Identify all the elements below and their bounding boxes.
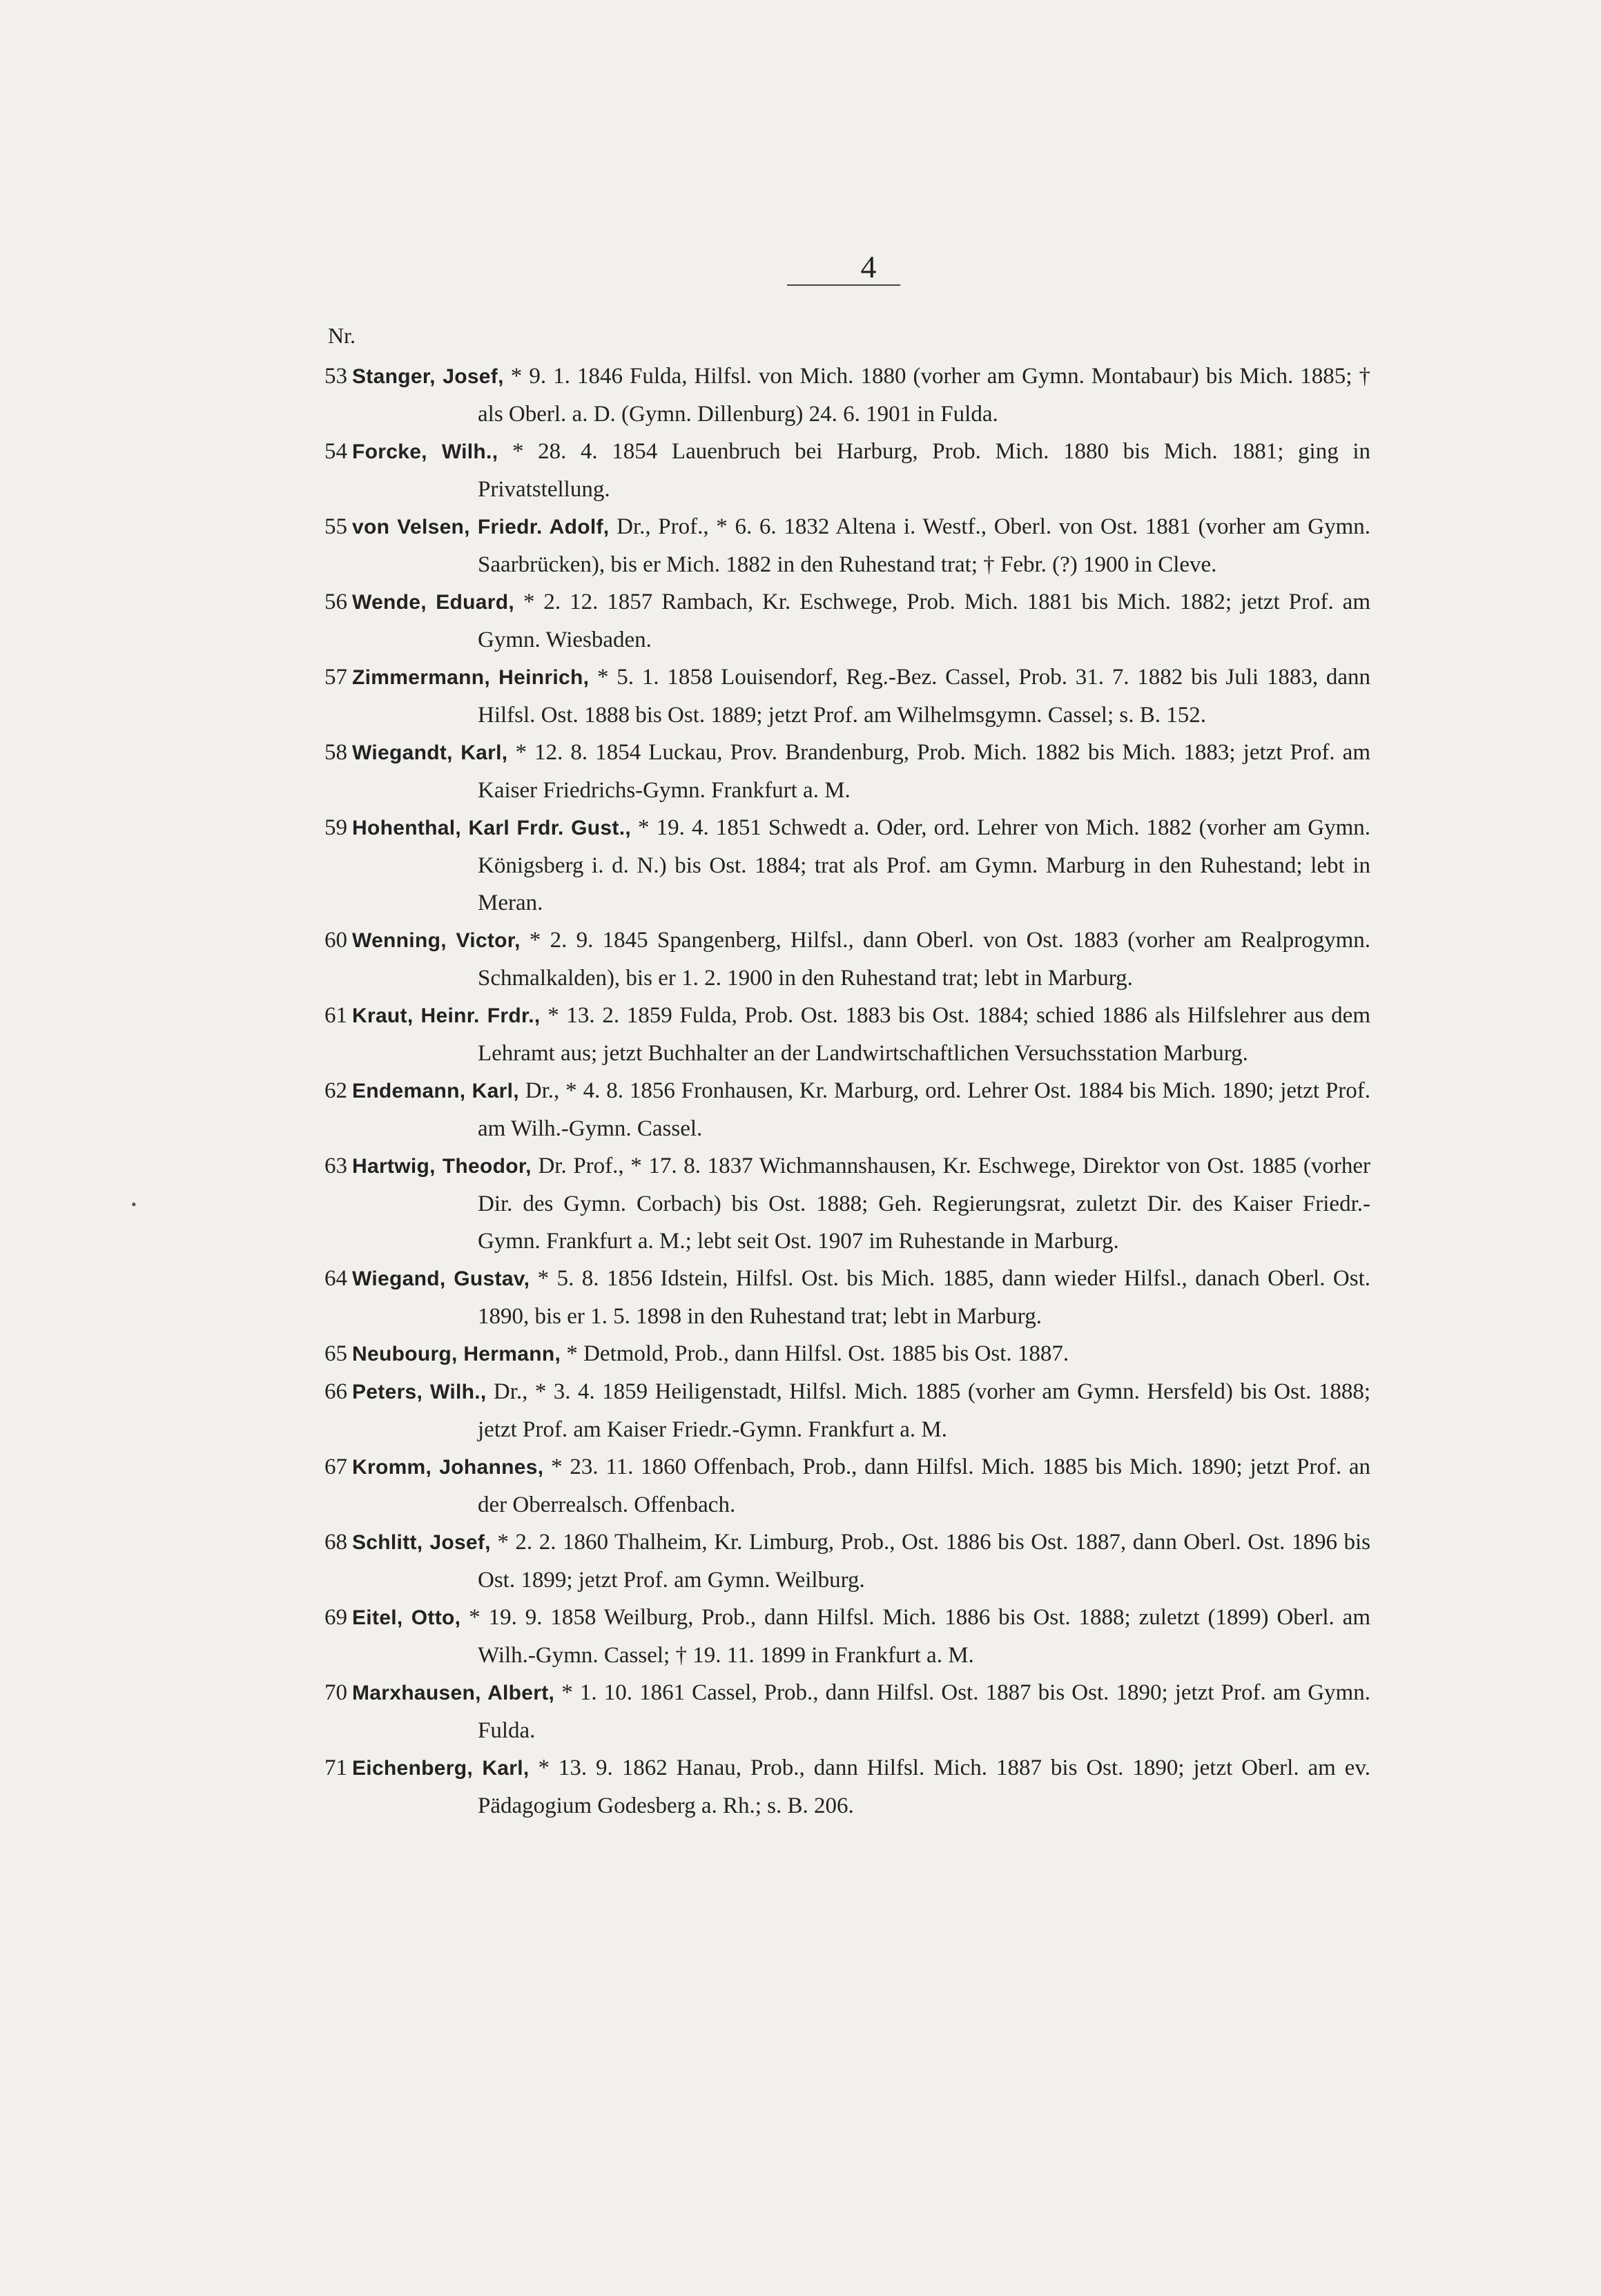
list-item: [324, 1749, 1370, 1825]
entry-number: 61: [324, 1003, 347, 1028]
entry-name: Wiegand, Gustav,: [352, 1267, 530, 1290]
entry-name: Eitel, Otto,: [352, 1606, 461, 1629]
entry-body: * 1. 10. 1861 Cassel, Prob., dann Hilfsl. Ost. 1887 bis Ost. 1890; jetzt Prof. am Gymn. Fulda.: [478, 1680, 1370, 1743]
entry-number: 54: [324, 439, 347, 464]
entry-number: 59: [324, 815, 347, 840]
list-item: [324, 1335, 1370, 1373]
entry-body: * 2. 9. 1845 Spangenberg, Hilfsl., dann Oberl. von Ost. 1883 (vorher am Realprogymn. Schmalkalden), bis er 1. 2. 1900 in den Ruhestand trat; lebt in Marburg.: [478, 928, 1370, 991]
list-item: [324, 358, 1370, 433]
entry-number: 57: [324, 665, 347, 690]
entry-text: [352, 922, 1370, 997]
entry-number: 62: [324, 1078, 347, 1103]
list-item: [324, 659, 1370, 734]
entry-name: von Velsen, Friedr. Adolf,: [352, 516, 610, 538]
entry-text: [352, 1524, 1370, 1599]
entry-number: 58: [324, 740, 347, 765]
list-item: [324, 734, 1370, 809]
list-item: [324, 997, 1370, 1072]
entry-body: Dr., * 3. 4. 1859 Heiligenstadt, Hilfsl. Mich. 1885 (vorher am Gymn. Hersfeld) bis Ost. 1888; jetzt Prof. am Kaiser Friedr.-Gymn. Frankfurt a. M.: [478, 1379, 1370, 1442]
entry-text: [352, 508, 1370, 583]
page-number-rule: [787, 284, 900, 286]
entry-body: * 13. 2. 1859 Fulda, Prob. Ost. 1883 bis Ost. 1884; schied 1886 als Hilfslehrer aus dem Lehramt aus; jetzt Buchhalter an der Landwirtschaftlichen Versuchsstation Marburg.: [478, 1003, 1370, 1066]
entry-number: 66: [324, 1379, 347, 1404]
list-item: [324, 1373, 1370, 1448]
entry-text: [352, 358, 1370, 433]
entry-number: 64: [324, 1266, 347, 1291]
entry-body: * 19. 4. 1851 Schwedt a. Oder, ord. Lehrer von Mich. 1882 (vorher am Gymn. Königsberg i. d. N.) bis Ost. 1884; trat als Prof. am Gymn. Marburg in den Ruhestand; lebt in Meran.: [478, 815, 1370, 915]
entry-body: * 2. 2. 1860 Thalheim, Kr. Limburg, Prob., Ost. 1886 bis Ost. 1887, dann Oberl. Ost. 1896 bis Ost. 1899; jetzt Prof. am Gymn. Weilburg.: [478, 1530, 1370, 1593]
entry-name: Kraut, Heinr. Frdr.,: [352, 1004, 541, 1027]
list-item: [324, 1147, 1370, 1260]
entry-name: Kromm, Johannes,: [352, 1456, 544, 1479]
list-item: [324, 583, 1370, 659]
entry-number: 70: [324, 1680, 347, 1705]
column-label: Nr.: [328, 323, 356, 348]
entry-text: [352, 433, 1370, 508]
entry-name: Wiegandt, Karl,: [352, 741, 508, 764]
entry-text: [352, 659, 1370, 734]
entry-text: [352, 1674, 1370, 1749]
entry-text: [352, 1260, 1370, 1335]
entry-text: [352, 1749, 1370, 1825]
list-item: [324, 1448, 1370, 1524]
entry-name: Marxhausen, Albert,: [352, 1682, 555, 1704]
entry-name: Forcke, Wilh.,: [352, 440, 498, 463]
list-item: [324, 1260, 1370, 1335]
entry-number: 60: [324, 928, 347, 953]
entry-number: 71: [324, 1755, 347, 1780]
entry-number: 53: [324, 364, 347, 389]
entry-text: [352, 1072, 1370, 1147]
entry-number: 67: [324, 1455, 347, 1479]
list-item: [324, 508, 1370, 583]
entry-name: Eichenberg, Karl,: [352, 1757, 530, 1780]
entry-number: 63: [324, 1154, 347, 1178]
entry-number: 65: [324, 1341, 347, 1366]
entry-body: * 13. 9. 1862 Hanau, Prob., dann Hilfsl. Mich. 1887 bis Ost. 1890; jetzt Oberl. am ev. Pädagogium Godesberg a. Rh.; s. B. 206.: [478, 1755, 1370, 1818]
margin-mark: •: [131, 1196, 137, 1213]
list-item: [324, 1072, 1370, 1147]
entry-number: 56: [324, 590, 347, 614]
entry-body: * 9. 1. 1846 Fulda, Hilfsl. von Mich. 1880 (vorher am Gymn. Montabaur) bis Mich. 1885; † als Oberl. a. D. (Gymn. Dillenburg) 24. 6. 1901 in Fulda.: [478, 364, 1371, 427]
entry-body: Dr., * 4. 8. 1856 Fronhausen, Kr. Marburg, ord. Lehrer Ost. 1884 bis Mich. 1890; jetzt Prof. am Wilh.-Gymn. Cassel.: [478, 1078, 1370, 1141]
entry-name: Hartwig, Theodor,: [352, 1155, 532, 1178]
list-item: [324, 1674, 1370, 1749]
entry-text: [352, 997, 1370, 1072]
page-number: 4: [860, 249, 877, 284]
entry-text: [352, 1147, 1370, 1260]
entry-body: * 5. 8. 1856 Idstein, Hilfsl. Ost. bis Mich. 1885, dann wieder Hilfsl., danach Oberl. Ost. 1890, bis er 1. 5. 1898 in den Ruhestand trat; lebt in Marburg.: [478, 1266, 1370, 1329]
entry-name: Wenning, Victor,: [352, 929, 521, 952]
entry-number: 68: [324, 1530, 347, 1555]
list-item: [324, 809, 1370, 922]
entry-body: Dr. Prof., * 17. 8. 1837 Wichmannshausen, Kr. Eschwege, Direktor von Ost. 1885 (vorher Dir. des Gymn. Corbach) bis Ost. 1888; Geh. Regierungsrat, zuletzt Dir. des Kaiser Friedr.-Gymn. Frankfurt a. M.; lebt seit Ost. 1907 im Ruhestande in Marburg.: [478, 1154, 1370, 1254]
entry-name: Hohenthal, Karl Frdr. Gust.,: [352, 817, 631, 839]
entry-name: Wende, Eduard,: [352, 591, 515, 614]
entry-name: Schlitt, Josef,: [352, 1531, 491, 1554]
entry-name: Endemann, Karl,: [352, 1080, 519, 1102]
entry-text: [352, 583, 1370, 659]
list-item: [324, 433, 1370, 508]
entry-number: 69: [324, 1605, 347, 1630]
entry-text: [352, 1448, 1370, 1524]
entry-name: Stanger, Josef,: [352, 365, 504, 388]
entry-name: Zimmermann, Heinrich,: [352, 666, 590, 689]
list-item: [324, 1599, 1370, 1674]
entry-name: Neubourg, Hermann,: [352, 1343, 561, 1365]
list-item: [324, 1524, 1370, 1599]
entry-body: * 23. 11. 1860 Offenbach, Prob., dann Hilfsl. Mich. 1885 bis Mich. 1890; jetzt Prof. an der Oberrealsch. Offenbach.: [478, 1455, 1370, 1517]
entry-name: Peters, Wilh.,: [352, 1381, 487, 1403]
entry-text: [352, 1335, 1370, 1373]
entry-body: * 19. 9. 1858 Weilburg, Prob., dann Hilfsl. Mich. 1886 bis Ost. 1888; zuletzt (1899) Oberl. am Wilh.-Gymn. Cassel; † 19. 11. 1899 in Frankfurt a. M.: [460, 1605, 1370, 1668]
list-item: [324, 922, 1370, 997]
entry-text: [352, 734, 1370, 809]
entry-body: * 2. 12. 1857 Rambach, Kr. Eschwege, Prob. Mich. 1881 bis Mich. 1882; jetzt Prof. am Gymn. Wiesbaden.: [478, 590, 1371, 652]
entry-body: * 28. 4. 1854 Lauenbruch bei Harburg, Prob. Mich. 1880 bis Mich. 1881; ging in Privatstellung.: [478, 439, 1370, 502]
entry-body: * Detmold, Prob., dann Hilfsl. Ost. 1885 bis Ost. 1887.: [561, 1341, 1069, 1366]
entry-text: [352, 1599, 1370, 1674]
entry-body: * 12. 8. 1854 Luckau, Prov. Brandenburg, Prob. Mich. 1882 bis Mich. 1883; jetzt Prof. am Kaiser Friedrichs-Gymn. Frankfurt a. M.: [478, 740, 1370, 803]
entry-list: [324, 358, 1370, 1825]
entry-number: 55: [324, 514, 347, 539]
entry-body: * 5. 1. 1858 Louisendorf, Reg.-Bez. Cassel, Prob. 31. 7. 1882 bis Juli 1883, dann Hilfsl. Ost. 1888 bis Ost. 1889; jetzt Prof. am Wilhelmsgymn. Cassel; s. B. 152.: [478, 665, 1370, 728]
entry-text: [352, 809, 1370, 922]
entry-body: Dr., Prof., * 6. 6. 1832 Altena i. Westf., Oberl. von Ost. 1881 (vorher am Gymn. Saarbrücken), bis er Mich. 1882 in den Ruhestand trat; † Febr. (?) 1900 in Cleve.: [478, 514, 1371, 577]
entry-text: [352, 1373, 1370, 1448]
